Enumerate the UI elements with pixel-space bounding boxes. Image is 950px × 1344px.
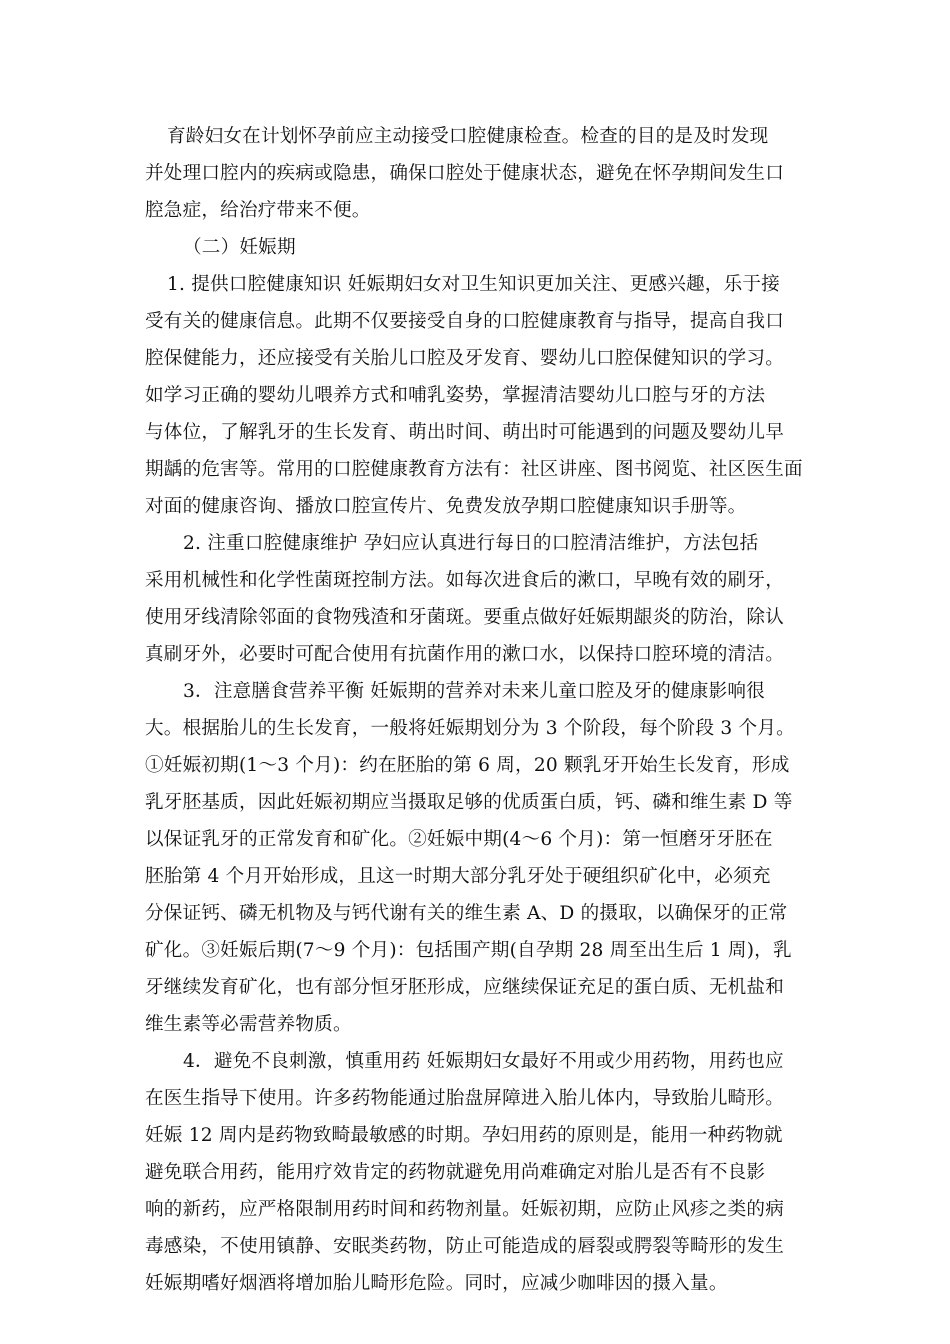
text-line: 避免联合用药，能用疗效肯定的药物就避免用尚难确定对胎儿是否有不良影 <box>145 1162 766 1183</box>
text-line: 采用机械性和化学性菌斑控制方法。如每次进食后的漱口，早晚有效的刷牙， <box>145 570 784 591</box>
section-heading <box>145 229 815 266</box>
text-line: 4．避免不良刺激，慎重用药 妊娠期妇女最好不用或少用药物，用药也应 <box>183 1051 784 1072</box>
paragraph-health-knowledge <box>145 266 815 525</box>
text-line: 牙继续发育矿化，也有部分恒牙胚形成，应继续保证充足的蛋白质、无机盐和 <box>145 977 784 998</box>
text-line: 与体位，了解乳牙的生长发育、萌出时间、萌出时可能遇到的问题及婴幼儿早 <box>145 422 784 443</box>
text-line: 在医生指导下使用。许多药物能通过胎盘屏障进入胎儿体内，导致胎儿畸形。 <box>145 1088 784 1109</box>
paragraph-health-maintenance <box>145 525 815 673</box>
text-line: 2. 注重口腔健康维护 孕妇应认真进行每日的口腔清洁维护，方法包括 <box>183 533 759 554</box>
text-line: 并处理口腔内的疾病或隐患，确保口腔处于健康状态，避免在怀孕期间发生口 <box>145 163 784 184</box>
text-line: 使用牙线清除邻面的食物残渣和牙菌斑。要重点做好妊娠期龈炎的防治，除认 <box>145 607 784 628</box>
text-line: 以保证乳牙的正常发育和矿化。②妊娠中期(4～6 个月)：第一恒磨牙牙胚在 <box>145 829 773 850</box>
paragraph-medication <box>145 1043 815 1302</box>
text-line: 妊娠 12 周内是药物致畸最敏感的时期。孕妇用药的原则是，能用一种药物就 <box>145 1125 783 1146</box>
paragraph-preconception <box>145 118 815 229</box>
text-line: 毒感染，不使用镇静、安眠类药物，防止可能造成的唇裂或腭裂等畸形的发生 <box>145 1236 784 1257</box>
text-line: 育龄妇女在计划怀孕前应主动接受口腔健康检查。检查的目的是及时发现 <box>167 126 769 147</box>
text-line: 乳牙胚基质，因此妊娠初期应当摄取足够的优质蛋白质，钙、磷和维生素 D 等 <box>145 792 793 813</box>
text-line: 矿化。③妊娠后期(7～9 个月)：包括围产期(自孕期 28 周至出生后 1 周)，乳 <box>145 940 792 961</box>
text-line: 1. 提供口腔健康知识 妊娠期妇女对卫生知识更加关注、更感兴趣，乐于接 <box>167 274 780 295</box>
text-line: 期龋的危害等。常用的口腔健康教育方法有：社区讲座、图书阅览、社区医生面 <box>145 459 803 480</box>
heading-text: （二）妊娠期 <box>183 237 296 258</box>
text-line: 真刷牙外，必要时可配合使用有抗菌作用的漱口水，以保持口腔环境的清洁。 <box>145 644 784 665</box>
text-line: 妊娠期嗜好烟酒将增加胎儿畸形危险。同时，应减少咖啡因的摄入量。 <box>145 1273 728 1294</box>
text-line: 维生素等必需营养物质。 <box>145 1014 352 1035</box>
text-line: 大。根据胎儿的生长发育，一般将妊娠期划分为 3 个阶段，每个阶段 3 个月。 <box>145 718 795 739</box>
text-line: 腔急症，给治疗带来不便。 <box>145 200 371 221</box>
document-body <box>145 118 815 1302</box>
text-line: 胚胎第 4 个月开始形成，且这一时期大部分乳牙处于硬组织矿化中，必须充 <box>145 866 771 887</box>
text-line: 受有关的健康信息。此期不仅要接受自身的口腔健康教育与指导，提高自我口 <box>145 311 784 332</box>
text-line: 如学习正确的婴幼儿喂养方式和哺乳姿势，掌握清洁婴幼儿口腔与牙的方法 <box>145 385 766 406</box>
text-line: 响的新药，应严格限制用药时间和药物剂量。妊娠初期，应防止风疹之类的病 <box>145 1199 784 1220</box>
text-line: ①妊娠初期(1～3 个月)：约在胚胎的第 6 周，20 颗乳牙开始生长发育，形成 <box>145 755 790 776</box>
text-line: 3．注意膳食营养平衡 妊娠期的营养对未来儿童口腔及牙的健康影响很 <box>183 681 765 702</box>
text-line: 对面的健康咨询、播放口腔宣传片、免费发放孕期口腔健康知识手册等。 <box>145 496 747 517</box>
text-line: 腔保健能力，还应接受有关胎儿口腔及牙发育、婴幼儿口腔保健知识的学习。 <box>145 348 784 369</box>
paragraph-nutrition <box>145 673 815 1043</box>
text-line: 分保证钙、磷无机物及与钙代谢有关的维生素 A、D 的摄取，以确保牙的正常 <box>145 903 788 924</box>
